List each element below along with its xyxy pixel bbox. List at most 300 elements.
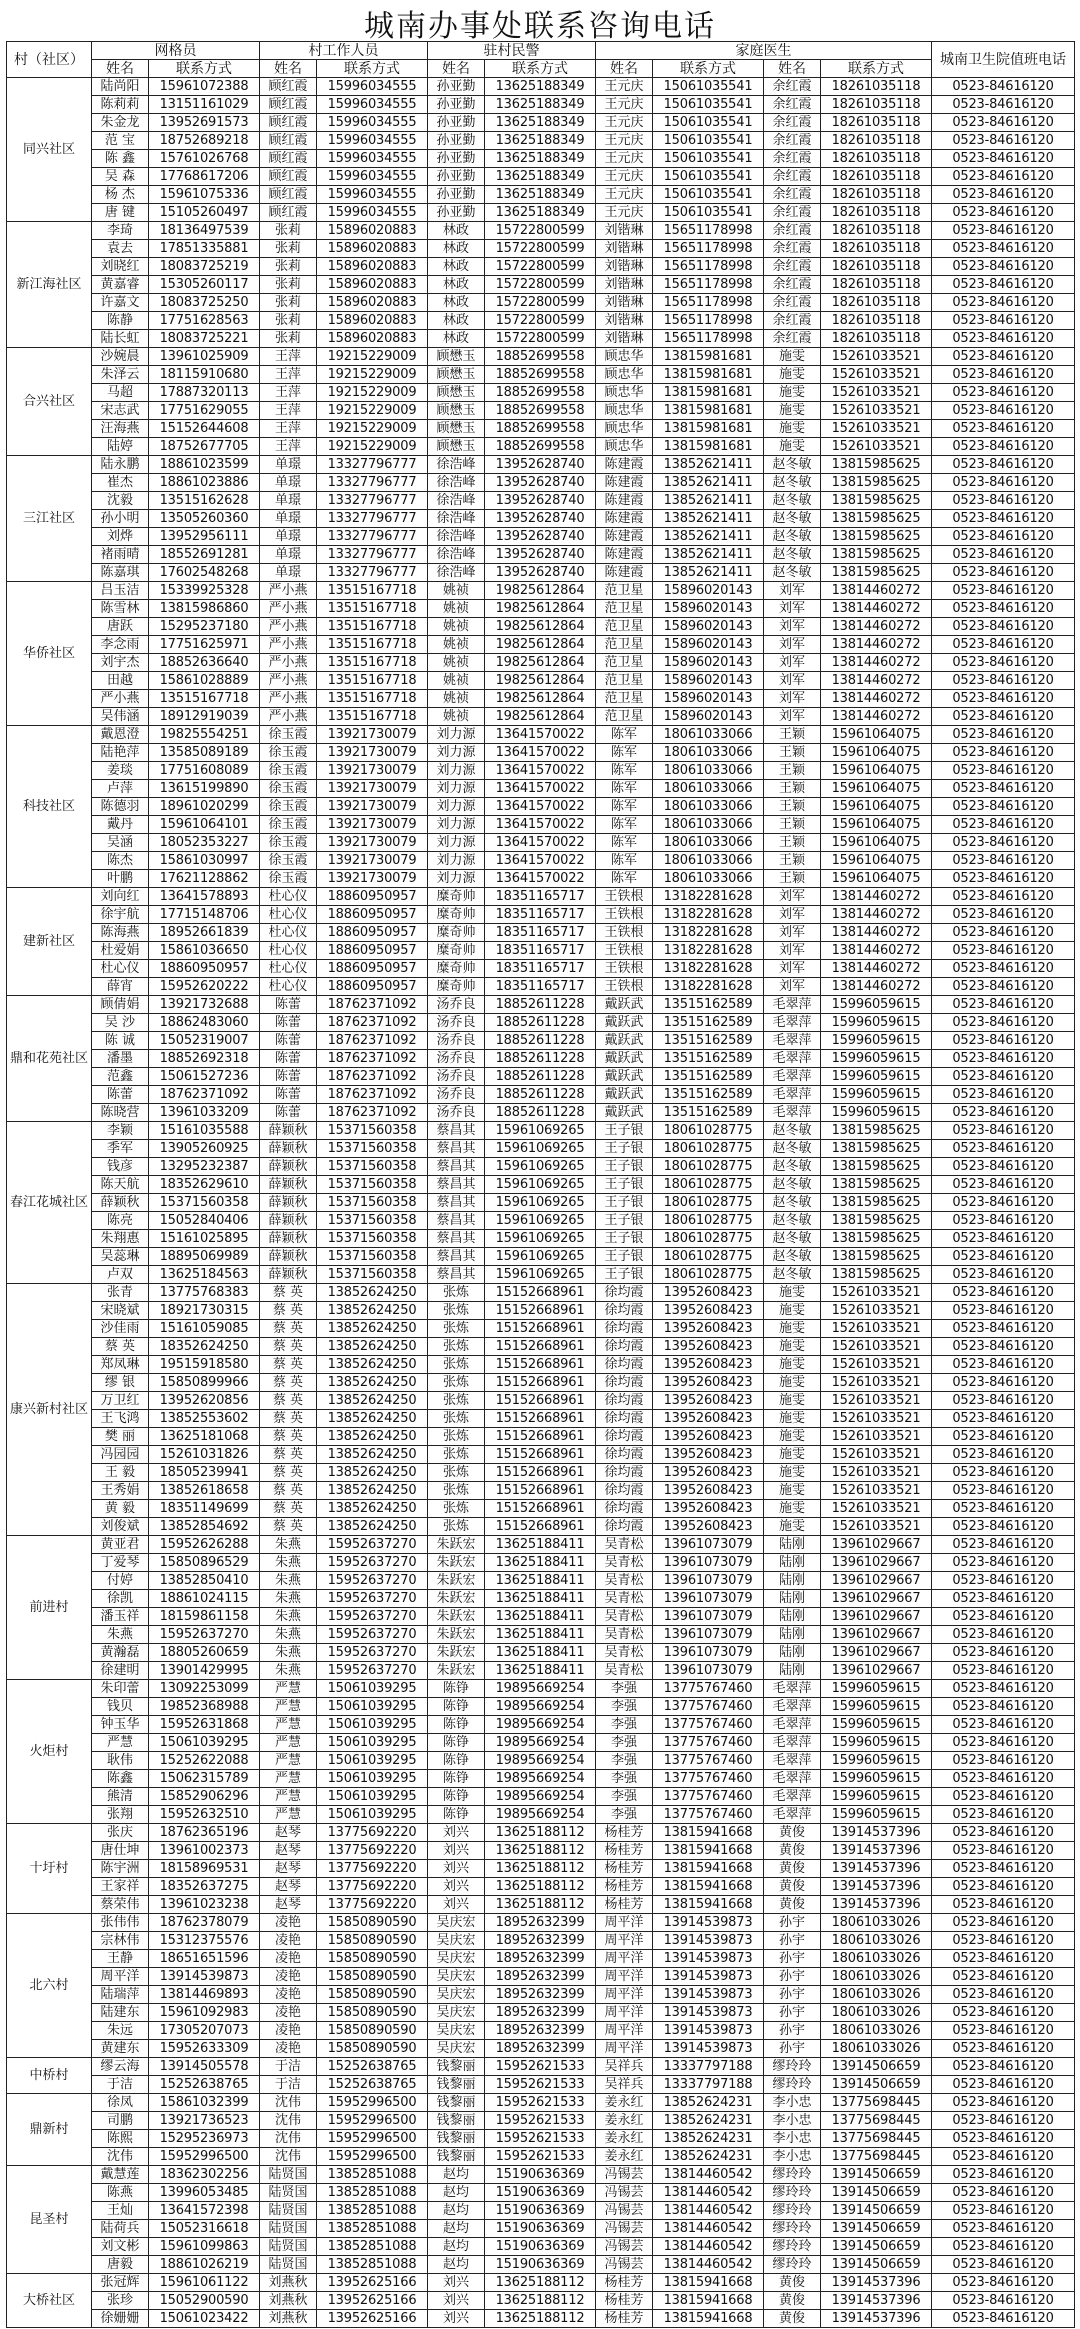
hospital-hotline-phone: 0523-84616120 bbox=[932, 1374, 1075, 1392]
doctor-phone: 13914539873 bbox=[653, 1950, 764, 1968]
staff-phone: 19215229009 bbox=[317, 348, 428, 366]
doctor-name: 余红霞 bbox=[764, 204, 821, 222]
police-name: 刘力源 bbox=[428, 780, 485, 798]
doctor-name: 徐均霞 bbox=[596, 1464, 653, 1482]
grid-member-phone: 18762365196 bbox=[149, 1824, 260, 1842]
staff-phone: 15850890590 bbox=[317, 1932, 428, 1950]
table-row bbox=[7, 240, 1075, 258]
doctor-name: 刘军 bbox=[764, 636, 821, 654]
police-phone: 13625188112 bbox=[485, 1878, 596, 1896]
doctor-phone: 13814460272 bbox=[821, 978, 932, 996]
doctor-name: 施雯 bbox=[764, 1410, 821, 1428]
table-row bbox=[7, 1608, 1075, 1626]
grid-member-name: 刘宇杰 bbox=[92, 654, 149, 672]
doctor-name: 缪玲玲 bbox=[764, 2076, 821, 2094]
doctor-phone: 13815981681 bbox=[653, 348, 764, 366]
table-row bbox=[7, 618, 1075, 636]
table-row bbox=[7, 1248, 1075, 1266]
doctor-name: 王颖 bbox=[764, 798, 821, 816]
grid-member-phone: 15261031826 bbox=[149, 1446, 260, 1464]
grid-member-name: 陈鑫 bbox=[92, 1770, 149, 1788]
staff-phone: 13852851088 bbox=[317, 2202, 428, 2220]
doctor-name: 缪玲玲 bbox=[764, 2238, 821, 2256]
table-row bbox=[7, 726, 1075, 744]
doctor-name: 冯锡芸 bbox=[596, 2238, 653, 2256]
police-name: 刘兴 bbox=[428, 1896, 485, 1914]
doctor-name: 徐均霞 bbox=[596, 1320, 653, 1338]
police-name: 徐浩峰 bbox=[428, 528, 485, 546]
grid-member-name: 陈静 bbox=[92, 312, 149, 330]
hospital-hotline-phone: 0523-84616120 bbox=[932, 2202, 1075, 2220]
police-name: 孙亚勤 bbox=[428, 168, 485, 186]
police-name: 徐浩峰 bbox=[428, 492, 485, 510]
police-phone: 19825612864 bbox=[485, 618, 596, 636]
staff-phone: 13852624250 bbox=[317, 1464, 428, 1482]
table-row bbox=[7, 2094, 1075, 2112]
header-name: 姓名 bbox=[92, 60, 149, 78]
doctor-name: 刘锴琳 bbox=[596, 258, 653, 276]
staff-name: 张莉 bbox=[260, 240, 317, 258]
police-phone: 19895669254 bbox=[485, 1680, 596, 1698]
hospital-hotline-phone: 0523-84616120 bbox=[932, 1104, 1075, 1122]
staff-phone: 19215229009 bbox=[317, 402, 428, 420]
staff-phone: 15996034555 bbox=[317, 114, 428, 132]
staff-name: 严小燕 bbox=[260, 582, 317, 600]
hospital-hotline-phone: 0523-84616120 bbox=[932, 1086, 1075, 1104]
grid-member-name: 张冠辉 bbox=[92, 2274, 149, 2292]
table-row bbox=[7, 834, 1075, 852]
police-name: 张炼 bbox=[428, 1320, 485, 1338]
grid-member-phone: 13914505578 bbox=[149, 2058, 260, 2076]
police-phone: 18351165717 bbox=[485, 888, 596, 906]
doctor-name: 姜永红 bbox=[596, 2148, 653, 2166]
doctor-phone: 13961029667 bbox=[821, 1608, 932, 1626]
staff-phone: 13921730079 bbox=[317, 762, 428, 780]
doctor-phone: 15961064075 bbox=[821, 762, 932, 780]
doctor-name: 陈军 bbox=[596, 798, 653, 816]
hospital-hotline-phone: 0523-84616120 bbox=[932, 636, 1075, 654]
staff-name: 陈蕾 bbox=[260, 1014, 317, 1032]
doctor-name: 施雯 bbox=[764, 1356, 821, 1374]
grid-member-phone: 15952996500 bbox=[149, 2148, 260, 2166]
staff-phone: 15896020883 bbox=[317, 330, 428, 348]
doctor-name: 缪玲玲 bbox=[764, 2202, 821, 2220]
police-phone: 15152668961 bbox=[485, 1302, 596, 1320]
police-name: 姚祯 bbox=[428, 618, 485, 636]
table-row bbox=[7, 1338, 1075, 1356]
police-name: 刘兴 bbox=[428, 1860, 485, 1878]
table-row bbox=[7, 456, 1075, 474]
grid-member-phone: 15850899966 bbox=[149, 1374, 260, 1392]
table-row bbox=[7, 1626, 1075, 1644]
table-row bbox=[7, 1392, 1075, 1410]
staff-phone: 15850890590 bbox=[317, 2004, 428, 2022]
staff-phone: 15952996500 bbox=[317, 2094, 428, 2112]
staff-phone: 13852624250 bbox=[317, 1518, 428, 1536]
table-row bbox=[7, 204, 1075, 222]
hospital-hotline-phone: 0523-84616120 bbox=[932, 1122, 1075, 1140]
police-phone: 19895669254 bbox=[485, 1716, 596, 1734]
police-phone: 13625188349 bbox=[485, 204, 596, 222]
doctor-phone: 15261033521 bbox=[821, 1482, 932, 1500]
doctor-phone: 15896020143 bbox=[653, 654, 764, 672]
police-name: 顾懋玉 bbox=[428, 420, 485, 438]
police-name: 刘力源 bbox=[428, 852, 485, 870]
doctor-phone: 15896020143 bbox=[653, 582, 764, 600]
staff-name: 严小燕 bbox=[260, 708, 317, 726]
grid-member-name: 陆婷 bbox=[92, 438, 149, 456]
staff-phone: 13852624250 bbox=[317, 1428, 428, 1446]
grid-member-name: 陈晓营 bbox=[92, 1104, 149, 1122]
staff-name: 刘燕秋 bbox=[260, 2274, 317, 2292]
police-name: 刘兴 bbox=[428, 2292, 485, 2310]
police-phone: 15961069265 bbox=[485, 1140, 596, 1158]
grid-member-phone: 15052840406 bbox=[149, 1212, 260, 1230]
staff-name: 蔡 英 bbox=[260, 1518, 317, 1536]
police-name: 汤乔良 bbox=[428, 1014, 485, 1032]
staff-name: 顾红霞 bbox=[260, 132, 317, 150]
doctor-phone: 18261035118 bbox=[821, 240, 932, 258]
doctor-phone: 13914537396 bbox=[821, 1842, 932, 1860]
hospital-hotline-phone: 0523-84616120 bbox=[932, 582, 1075, 600]
grid-member-phone: 18552691281 bbox=[149, 546, 260, 564]
police-name: 赵均 bbox=[428, 2184, 485, 2202]
grid-member-phone: 17305207073 bbox=[149, 2022, 260, 2040]
table-row bbox=[7, 1032, 1075, 1050]
doctor-phone: 13852621411 bbox=[653, 564, 764, 582]
grid-member-phone: 15952632510 bbox=[149, 1806, 260, 1824]
grid-member-phone: 13585089189 bbox=[149, 744, 260, 762]
doctor-phone: 13775767460 bbox=[653, 1698, 764, 1716]
doctor-phone: 15996059615 bbox=[821, 1050, 932, 1068]
police-phone: 15190636369 bbox=[485, 2220, 596, 2238]
grid-member-name: 陈雪林 bbox=[92, 600, 149, 618]
table-row bbox=[7, 1158, 1075, 1176]
police-phone: 15152668961 bbox=[485, 1410, 596, 1428]
doctor-name: 杨桂芳 bbox=[596, 1896, 653, 1914]
grid-member-phone: 15161035588 bbox=[149, 1122, 260, 1140]
grid-member-phone: 15861030997 bbox=[149, 852, 260, 870]
grid-member-name: 唐仕坤 bbox=[92, 1842, 149, 1860]
doctor-phone: 13182281628 bbox=[653, 978, 764, 996]
hospital-hotline-phone: 0523-84616120 bbox=[932, 132, 1075, 150]
hospital-hotline-phone: 0523-84616120 bbox=[932, 222, 1075, 240]
police-name: 林政 bbox=[428, 240, 485, 258]
doctor-name: 王子银 bbox=[596, 1266, 653, 1284]
hospital-hotline-phone: 0523-84616120 bbox=[932, 150, 1075, 168]
doctor-phone: 15061035541 bbox=[653, 132, 764, 150]
hospital-hotline-phone: 0523-84616120 bbox=[932, 1194, 1075, 1212]
grid-member-phone: 15161025895 bbox=[149, 1230, 260, 1248]
police-name: 吴庆宏 bbox=[428, 2004, 485, 2022]
staff-phone: 15371560358 bbox=[317, 1194, 428, 1212]
grid-member-name: 司鹏 bbox=[92, 2112, 149, 2130]
doctor-name: 施雯 bbox=[764, 1446, 821, 1464]
grid-member-name: 朱金龙 bbox=[92, 114, 149, 132]
staff-name: 严小燕 bbox=[260, 618, 317, 636]
police-name: 汤乔良 bbox=[428, 1032, 485, 1050]
doctor-name: 余红霞 bbox=[764, 150, 821, 168]
doctor-name: 余红霞 bbox=[764, 168, 821, 186]
doctor-name: 余红霞 bbox=[764, 276, 821, 294]
grid-member-phone: 17851335881 bbox=[149, 240, 260, 258]
hospital-hotline-phone: 0523-84616120 bbox=[932, 726, 1075, 744]
staff-name: 凌艳 bbox=[260, 1914, 317, 1932]
table-row bbox=[7, 798, 1075, 816]
doctor-phone: 13815941668 bbox=[653, 2292, 764, 2310]
police-name: 蔡昌其 bbox=[428, 1140, 485, 1158]
grid-member-name: 黄 毅 bbox=[92, 1500, 149, 1518]
hospital-hotline-phone: 0523-84616120 bbox=[932, 474, 1075, 492]
staff-name: 杜心仪 bbox=[260, 888, 317, 906]
doctor-phone: 13814460272 bbox=[821, 960, 932, 978]
doctor-phone: 13815985625 bbox=[821, 1194, 932, 1212]
police-name: 张炼 bbox=[428, 1356, 485, 1374]
doctor-phone: 13775767460 bbox=[653, 1734, 764, 1752]
staff-phone: 15850890590 bbox=[317, 1950, 428, 1968]
village-name: 中桥村 bbox=[7, 2058, 92, 2094]
doctor-name: 王元庆 bbox=[596, 168, 653, 186]
doctor-name: 戴跃武 bbox=[596, 1104, 653, 1122]
table-row bbox=[7, 2076, 1075, 2094]
doctor-phone: 13815985625 bbox=[821, 1212, 932, 1230]
staff-phone: 15952996500 bbox=[317, 2148, 428, 2166]
staff-phone: 15896020883 bbox=[317, 258, 428, 276]
table-row bbox=[7, 600, 1075, 618]
doctor-name: 王铁根 bbox=[596, 888, 653, 906]
doctor-name: 刘锴琳 bbox=[596, 240, 653, 258]
doctor-phone: 15996059615 bbox=[821, 1104, 932, 1122]
hospital-hotline-phone: 0523-84616120 bbox=[932, 996, 1075, 1014]
staff-name: 顾红霞 bbox=[260, 114, 317, 132]
grid-member-phone: 15761026768 bbox=[149, 150, 260, 168]
grid-member-phone: 18961020299 bbox=[149, 798, 260, 816]
table-row bbox=[7, 888, 1075, 906]
doctor-name: 姜永红 bbox=[596, 2094, 653, 2112]
grid-member-name: 徐建明 bbox=[92, 1662, 149, 1680]
table-row bbox=[7, 906, 1075, 924]
table-row bbox=[7, 312, 1075, 330]
doctor-phone: 15061035541 bbox=[653, 150, 764, 168]
police-name: 徐浩峰 bbox=[428, 456, 485, 474]
staff-phone: 18860950957 bbox=[317, 906, 428, 924]
grid-member-phone: 15961064101 bbox=[149, 816, 260, 834]
doctor-phone: 13914537396 bbox=[821, 1824, 932, 1842]
table-row bbox=[7, 690, 1075, 708]
police-phone: 13625188411 bbox=[485, 1536, 596, 1554]
grid-member-name: 王飞鸿 bbox=[92, 1410, 149, 1428]
doctor-name: 赵冬敏 bbox=[764, 1194, 821, 1212]
police-name: 刘力源 bbox=[428, 834, 485, 852]
grid-member-name: 陈德羽 bbox=[92, 798, 149, 816]
doctor-phone: 13952608423 bbox=[653, 1446, 764, 1464]
staff-phone: 19215229009 bbox=[317, 420, 428, 438]
grid-member-name: 杜心仪 bbox=[92, 960, 149, 978]
police-phone: 15152668961 bbox=[485, 1428, 596, 1446]
hospital-hotline-phone: 0523-84616120 bbox=[932, 2292, 1075, 2310]
grid-member-name: 陈嘉琪 bbox=[92, 564, 149, 582]
doctor-name: 顾忠华 bbox=[596, 384, 653, 402]
police-name: 姚祯 bbox=[428, 690, 485, 708]
staff-phone: 15061039295 bbox=[317, 1770, 428, 1788]
doctor-name: 陈军 bbox=[596, 870, 653, 888]
hospital-hotline-phone: 0523-84616120 bbox=[932, 2238, 1075, 2256]
grid-member-name: 褚雨晴 bbox=[92, 546, 149, 564]
hospital-hotline-phone: 0523-84616120 bbox=[932, 816, 1075, 834]
header-row-fields bbox=[7, 60, 1075, 78]
doctor-phone: 13952608423 bbox=[653, 1428, 764, 1446]
grid-member-name: 蔡 英 bbox=[92, 1338, 149, 1356]
doctor-name: 王颖 bbox=[764, 762, 821, 780]
table-row bbox=[7, 1122, 1075, 1140]
table-row bbox=[7, 132, 1075, 150]
grid-member-phone: 13641572398 bbox=[149, 2202, 260, 2220]
doctor-phone: 13961073079 bbox=[653, 1536, 764, 1554]
grid-member-phone: 13625181068 bbox=[149, 1428, 260, 1446]
staff-name: 薛颖秋 bbox=[260, 1212, 317, 1230]
staff-name: 刘燕秋 bbox=[260, 2292, 317, 2310]
staff-phone: 15896020883 bbox=[317, 276, 428, 294]
doctor-phone: 13775767460 bbox=[653, 1752, 764, 1770]
staff-name: 朱燕 bbox=[260, 1626, 317, 1644]
grid-member-phone: 13852854692 bbox=[149, 1518, 260, 1536]
doctor-phone: 13814460542 bbox=[653, 2238, 764, 2256]
staff-name: 张莉 bbox=[260, 222, 317, 240]
village-name: 华侨社区 bbox=[7, 582, 92, 726]
doctor-phone: 13815941668 bbox=[653, 1842, 764, 1860]
police-phone: 19825612864 bbox=[485, 708, 596, 726]
grid-member-name: 陆艳萍 bbox=[92, 744, 149, 762]
table-row bbox=[7, 2004, 1075, 2022]
police-name: 蔡昌其 bbox=[428, 1248, 485, 1266]
doctor-name: 王铁根 bbox=[596, 906, 653, 924]
staff-phone: 15952637270 bbox=[317, 1626, 428, 1644]
doctor-name: 毛翠萍 bbox=[764, 1770, 821, 1788]
doctor-phone: 13815985625 bbox=[821, 492, 932, 510]
table-row bbox=[7, 1734, 1075, 1752]
police-name: 林政 bbox=[428, 258, 485, 276]
table-row bbox=[7, 438, 1075, 456]
police-phone: 15722800599 bbox=[485, 258, 596, 276]
doctor-phone: 13961073079 bbox=[653, 1626, 764, 1644]
staff-name: 严慧 bbox=[260, 1806, 317, 1824]
doctor-name: 余红霞 bbox=[764, 114, 821, 132]
police-phone: 13625188411 bbox=[485, 1572, 596, 1590]
doctor-phone: 18261035118 bbox=[821, 222, 932, 240]
staff-name: 朱燕 bbox=[260, 1572, 317, 1590]
grid-member-phone: 18083725221 bbox=[149, 330, 260, 348]
doctor-phone: 15651178998 bbox=[653, 330, 764, 348]
grid-member-phone: 18861024115 bbox=[149, 1590, 260, 1608]
grid-member-phone: 15061023422 bbox=[149, 2310, 260, 2328]
police-phone: 15952621533 bbox=[485, 2094, 596, 2112]
table-row bbox=[7, 2130, 1075, 2148]
doctor-name: 徐均霞 bbox=[596, 1518, 653, 1536]
staff-name: 凌艳 bbox=[260, 1968, 317, 1986]
grid-member-name: 薛宵 bbox=[92, 978, 149, 996]
doctor-name: 王子银 bbox=[596, 1158, 653, 1176]
staff-phone: 15996034555 bbox=[317, 204, 428, 222]
table-row bbox=[7, 996, 1075, 1014]
police-name: 姚祯 bbox=[428, 708, 485, 726]
staff-name: 徐玉霞 bbox=[260, 726, 317, 744]
staff-name: 凌艳 bbox=[260, 1932, 317, 1950]
grid-member-name: 姜琰 bbox=[92, 762, 149, 780]
doctor-name: 黄俊 bbox=[764, 1896, 821, 1914]
doctor-phone: 15261033521 bbox=[821, 1518, 932, 1536]
grid-member-name: 宋志武 bbox=[92, 402, 149, 420]
police-name: 蔡昌其 bbox=[428, 1194, 485, 1212]
grid-member-phone: 15052900590 bbox=[149, 2292, 260, 2310]
doctor-phone: 15996059615 bbox=[821, 1068, 932, 1086]
police-phone: 18852611228 bbox=[485, 1032, 596, 1050]
staff-name: 严小燕 bbox=[260, 690, 317, 708]
table-row bbox=[7, 366, 1075, 384]
table-row bbox=[7, 1446, 1075, 1464]
staff-name: 严小燕 bbox=[260, 654, 317, 672]
doctor-name: 毛翠萍 bbox=[764, 1716, 821, 1734]
police-name: 蔡昌其 bbox=[428, 1266, 485, 1284]
staff-name: 顾红霞 bbox=[260, 168, 317, 186]
police-name: 刘力源 bbox=[428, 870, 485, 888]
doctor-phone: 18061028775 bbox=[653, 1158, 764, 1176]
doctor-name: 李强 bbox=[596, 1770, 653, 1788]
hospital-hotline-phone: 0523-84616120 bbox=[932, 1032, 1075, 1050]
doctor-name: 王铁根 bbox=[596, 978, 653, 996]
doctor-phone: 15996059615 bbox=[821, 1806, 932, 1824]
staff-name: 严小燕 bbox=[260, 600, 317, 618]
table-row bbox=[7, 2238, 1075, 2256]
staff-phone: 13952625166 bbox=[317, 2310, 428, 2328]
doctor-phone: 15061035541 bbox=[653, 168, 764, 186]
police-phone: 15190636369 bbox=[485, 2184, 596, 2202]
doctor-phone: 18261035118 bbox=[821, 330, 932, 348]
police-phone: 15722800599 bbox=[485, 294, 596, 312]
doctor-phone: 18061033066 bbox=[653, 852, 764, 870]
table-body bbox=[7, 78, 1075, 2328]
doctor-phone: 13182281628 bbox=[653, 942, 764, 960]
doctor-phone: 13814460542 bbox=[653, 2166, 764, 2184]
doctor-name: 李小忠 bbox=[764, 2112, 821, 2130]
staff-name: 陈蕾 bbox=[260, 996, 317, 1014]
hospital-hotline-phone: 0523-84616120 bbox=[932, 1410, 1075, 1428]
table-row bbox=[7, 942, 1075, 960]
doctor-phone: 18061033066 bbox=[653, 780, 764, 798]
doctor-phone: 15961064075 bbox=[821, 744, 932, 762]
staff-phone: 15952637270 bbox=[317, 1536, 428, 1554]
grid-member-phone: 17751625971 bbox=[149, 636, 260, 654]
staff-name: 王萍 bbox=[260, 438, 317, 456]
staff-name: 蔡 英 bbox=[260, 1374, 317, 1392]
police-name: 蔡昌其 bbox=[428, 1176, 485, 1194]
staff-phone: 15371560358 bbox=[317, 1212, 428, 1230]
table-row bbox=[7, 222, 1075, 240]
table-row bbox=[7, 582, 1075, 600]
grid-member-name: 钱贝 bbox=[92, 1698, 149, 1716]
doctor-phone: 13815985625 bbox=[821, 546, 932, 564]
doctor-name: 毛翠萍 bbox=[764, 1734, 821, 1752]
grid-member-phone: 15850896529 bbox=[149, 1554, 260, 1572]
police-phone: 19895669254 bbox=[485, 1806, 596, 1824]
staff-name: 严慧 bbox=[260, 1716, 317, 1734]
police-name: 张炼 bbox=[428, 1518, 485, 1536]
doctor-name: 施雯 bbox=[764, 1428, 821, 1446]
grid-member-name: 卢双 bbox=[92, 1266, 149, 1284]
table-row bbox=[7, 276, 1075, 294]
staff-phone: 15850890590 bbox=[317, 1968, 428, 1986]
police-phone: 15722800599 bbox=[485, 312, 596, 330]
staff-phone: 13852624250 bbox=[317, 1374, 428, 1392]
